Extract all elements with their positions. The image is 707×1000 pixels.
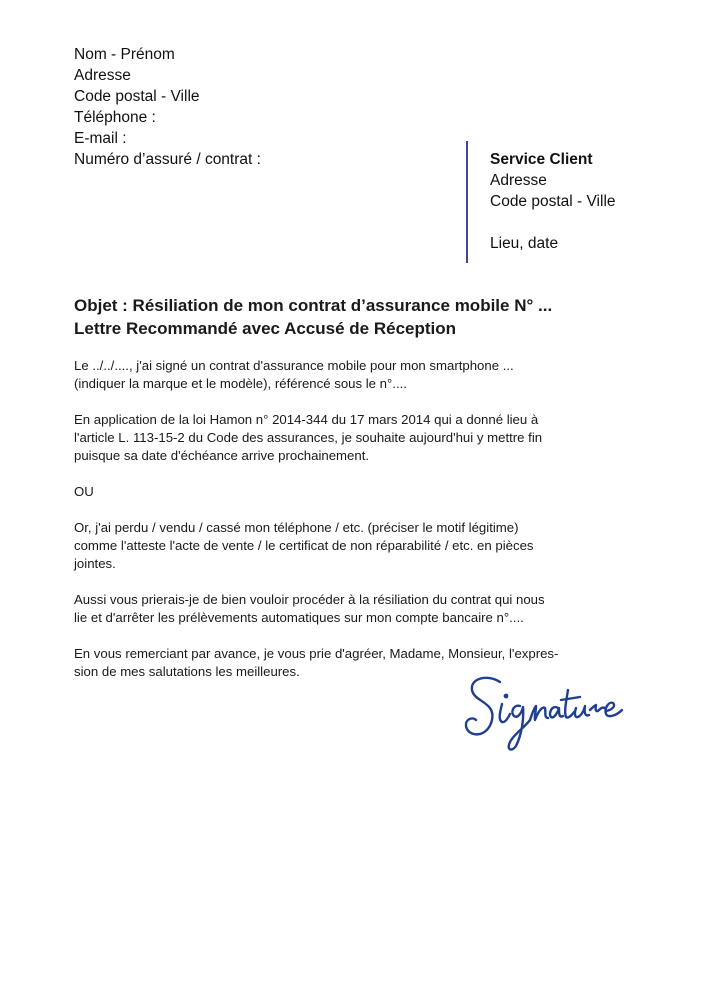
paragraph-line: En vous remerciant par avance, je vous prie d'agréer, Madame, Monsieur, l'expres- bbox=[74, 646, 559, 661]
recipient-address: Adresse bbox=[490, 172, 547, 189]
sender-contract-number: Numéro d’assuré / contrat : bbox=[74, 151, 261, 168]
paragraph-line: sion de mes salutations les meilleures. bbox=[74, 664, 300, 679]
paragraph-5 bbox=[74, 591, 634, 627]
paragraph-line: En application de la loi Hamon n° 2014-344 du 17 mars 2014 qui a donné lieu à bbox=[74, 412, 539, 427]
recipient-divider bbox=[466, 141, 468, 263]
paragraph-line: Le ../../...., j'ai signé un contrat d'assurance mobile pour mon smartphone ... bbox=[74, 358, 514, 373]
sender-block bbox=[74, 44, 261, 170]
handwritten-signature bbox=[462, 672, 637, 754]
sender-email: E-mail : bbox=[74, 130, 127, 147]
recipient-block bbox=[490, 149, 616, 254]
letter-subject bbox=[74, 294, 552, 340]
paragraph-line: lie et d'arrêter les prélèvements automatiques sur mon compte bancaire n°.... bbox=[74, 610, 524, 625]
recipient-city: Code postal - Ville bbox=[490, 193, 616, 210]
sender-phone: Téléphone : bbox=[74, 109, 156, 126]
paragraph-3 bbox=[74, 483, 634, 501]
paragraph-4 bbox=[74, 519, 634, 573]
paragraph-line: puisque sa date d'échéance arrive prochainement. bbox=[74, 448, 370, 463]
subject-line-1: Objet : Résiliation de mon contrat d’assurance mobile N° ... bbox=[74, 296, 553, 315]
paragraph-line: l'article L. 113-15-2 du Code des assurances, je souhaite aujourd'hui y mettre fin bbox=[74, 430, 543, 445]
paragraph-2 bbox=[74, 411, 634, 465]
paragraph-line: OU bbox=[74, 484, 94, 499]
paragraph-line: comme l'atteste l'acte de vente / le certificat de non réparabilité / etc. en pièces bbox=[74, 538, 534, 553]
place-date: Lieu, date bbox=[490, 235, 559, 252]
letter-body bbox=[74, 357, 634, 699]
recipient-name: Service Client bbox=[490, 151, 593, 168]
paragraph-1 bbox=[74, 357, 634, 393]
paragraph-line: Aussi vous prierais-je de bien vouloir procéder à la résiliation du contrat qui nous bbox=[74, 592, 545, 607]
paragraph-line: (indiquer la marque et le modèle), référencé sous le n°.... bbox=[74, 376, 407, 391]
sender-address: Adresse bbox=[74, 67, 131, 84]
paragraph-line: jointes. bbox=[74, 556, 116, 571]
subject-line-2: Lettre Recommandé avec Accusé de Réception bbox=[74, 319, 457, 338]
paragraph-line: Or, j'ai perdu / vendu / cassé mon téléphone / etc. (préciser le motif légitime) bbox=[74, 520, 519, 535]
sender-city: Code postal - Ville bbox=[74, 88, 200, 105]
sender-name: Nom - Prénom bbox=[74, 46, 175, 63]
